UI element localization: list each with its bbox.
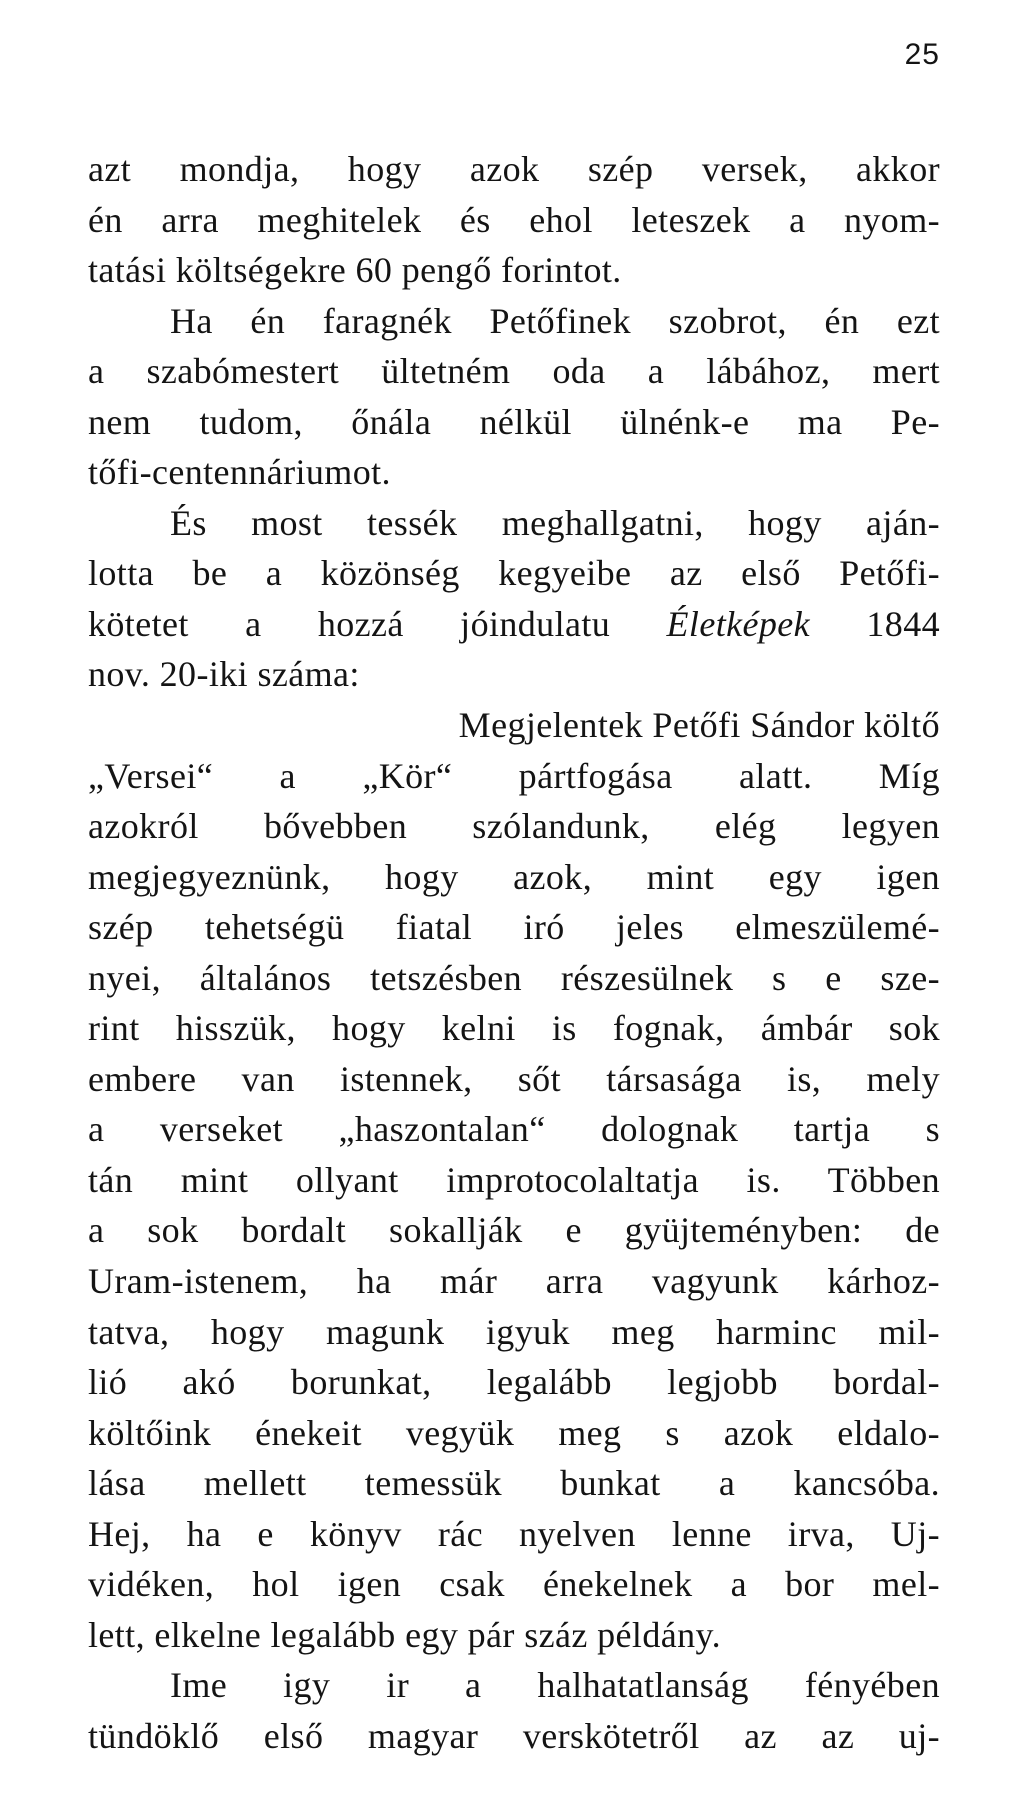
text-line: És most tessék meghallgatni, hogy aján- — [170, 502, 940, 543]
quote-heading-line: Megjelentek Petőfi Sándor költő — [458, 705, 940, 746]
text-line: költőink énekeit vegyük meg s azok eldalo- — [88, 1412, 940, 1453]
text-line: tatva, hogy magunk igyuk meg harminc mil- — [88, 1311, 940, 1352]
text-line: „Versei“ a „Kör“ pártfogása alatt. Míg — [88, 755, 940, 796]
text-line: Ha én faragnék Petőfinek szobrot, én ezt — [170, 300, 940, 341]
text-line: nyei, általános tetszésben részesülnek s e sze- — [88, 957, 940, 998]
text-line: a szabómestert ültetném oda a lábához, mert — [88, 351, 940, 392]
text-line: azt mondja, hogy azok szép versek, akkor — [88, 149, 940, 189]
body-text — [88, 144, 940, 1762]
magazine-title: Életképek — [666, 603, 811, 644]
text-line: szép tehetségü fiatal iró jeles elmeszülemé- — [88, 907, 940, 948]
text-line: Ime igy ir a halhatatlanság fényében — [170, 1665, 940, 1706]
text-line: én arra meghitelek és ehol leteszek a nyom- — [88, 199, 940, 240]
text-line: rint hisszük, hogy kelni is fognak, ámbár sok — [88, 1008, 940, 1049]
text-line: Uram-istenem, ha már arra vagyunk kárhoz- — [88, 1261, 940, 1302]
text-line: Hej, ha e könyv rác nyelven lenne irva, Uj- — [88, 1513, 940, 1554]
text-line: lett, elkelne legalább egy pár száz példány. — [88, 1614, 721, 1655]
text-line: tőfi-centennáriumot. — [88, 452, 391, 493]
text-line: nem tudom, őnála nélkül ülnénk-e ma Pe- — [88, 401, 940, 442]
text-line-with-title — [88, 599, 940, 650]
year: 1844 — [866, 603, 941, 644]
text-line: tán mint ollyant improtocolaltatja is. Többen — [88, 1159, 940, 1200]
text-line: lotta be a közönség kegyeibe az első Petőfi- — [88, 553, 940, 594]
text-line: tündöklő első magyar verskötetről az az uj- — [88, 1715, 940, 1756]
line-text: kötetet a hozzá jóindulatu — [88, 603, 611, 644]
text-line: tatási költségekre 60 pengő forintot. — [88, 250, 622, 291]
text-line: a verseket „haszontalan“ dolognak tartja s — [88, 1109, 940, 1150]
text-line: vidéken, hol igen csak énekelnek a bor mel- — [88, 1564, 940, 1605]
text-line: a sok bordalt sokallják e gyüjteményben: de — [88, 1210, 940, 1251]
text-line: megjegyeznünk, hogy azok, mint egy igen — [88, 856, 940, 897]
text-line: nov. 20-iki száma: — [88, 654, 360, 695]
text-line: lió akó borunkat, legalább legjobb bordal- — [88, 1362, 940, 1403]
text-line: embere van istennek, sőt társasága is, mely — [88, 1058, 940, 1099]
text-line: azokról bővebben szólandunk, elég legyen — [88, 806, 940, 847]
page-number: 25 — [904, 38, 940, 71]
text-line: lása mellett temessük bunkat a kancsóba. — [88, 1463, 940, 1504]
